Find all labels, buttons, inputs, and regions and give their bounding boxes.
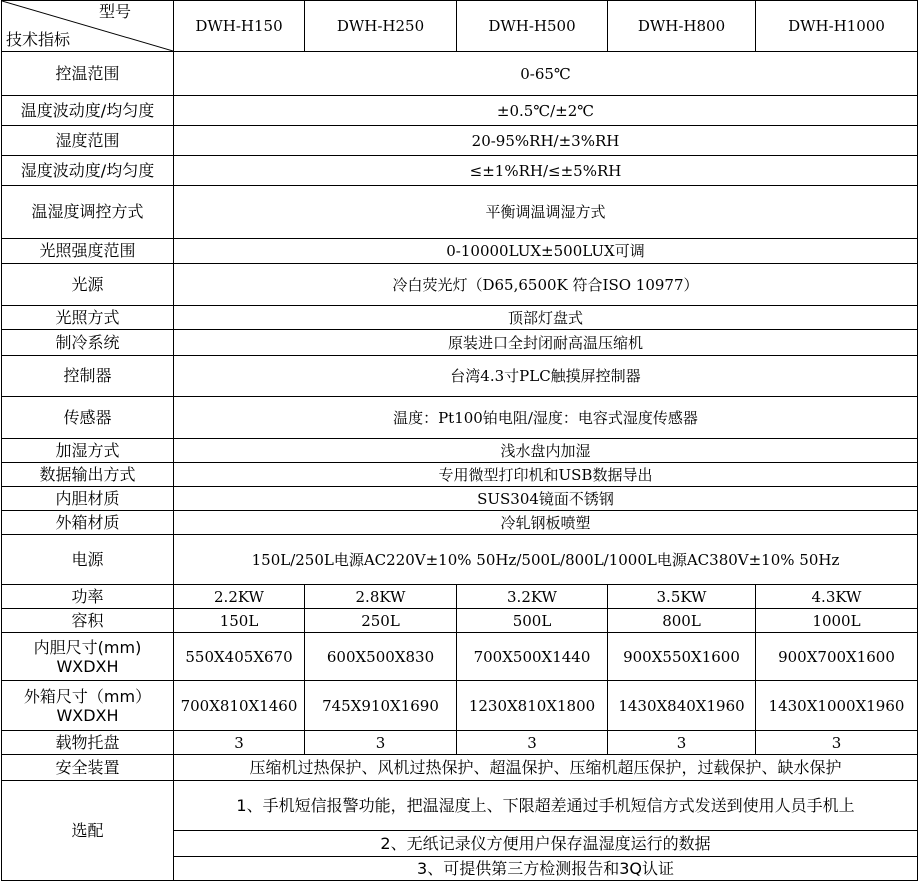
table-row	[2, 585, 918, 609]
row-label-humidify: 加湿方式	[2, 439, 174, 463]
light-source-value: 冷白荧光灯（D65,6500K 符合ISO 10977）	[174, 264, 918, 306]
table-row	[2, 356, 918, 397]
row-label-trays: 载物托盘	[2, 731, 174, 755]
row-label-outer-size	[2, 681, 174, 731]
volume-value: 800L	[608, 609, 756, 633]
hum-range-value: 20-95%RH/±3%RH	[174, 126, 918, 156]
option-item: 3、可提供第三方检测报告和3Q认证	[174, 857, 918, 881]
row-label-hum-range: 湿度范围	[2, 126, 174, 156]
row-label-control-mode: 温湿度调控方式	[2, 186, 174, 239]
control-mode-value: 平衡调温调湿方式	[174, 186, 918, 239]
row-label-sensor: 传感器	[2, 397, 174, 439]
row-label-temp-range: 控温范围	[2, 52, 174, 96]
corner-label-model: 型号	[98, 2, 131, 21]
table-row	[2, 439, 918, 463]
volume-value: 1000L	[756, 609, 918, 633]
table-row	[2, 535, 918, 585]
table-row	[2, 397, 918, 439]
model-header: DWH-H150	[174, 1, 305, 52]
liner-value: SUS304镜面不锈钢	[174, 487, 918, 511]
power-supply-value: 150L/250L电源AC220V±10% 50Hz/500L/800L/1000L电源AC380V±10% 50Hz	[174, 535, 918, 585]
trays-value: 3	[608, 731, 756, 755]
row-label-options: 选配	[2, 781, 174, 881]
table-row	[2, 731, 918, 755]
inner-size-value: 900X550X1600	[608, 633, 756, 681]
power-value: 2.2KW	[174, 585, 305, 609]
row-label-inner-size	[2, 633, 174, 681]
shell-value: 冷轧钢板喷塑	[174, 511, 918, 535]
table-row	[2, 186, 918, 239]
outer-size-value: 745X910X1690	[305, 681, 457, 731]
option-item: 2、无纸记录仪方便用户保存温湿度运行的数据	[174, 831, 918, 857]
table-row	[2, 681, 918, 731]
cooling-value: 原装进口全封闭耐高温压缩机	[174, 330, 918, 356]
inner-size-unit-label: WXDXH	[56, 656, 119, 676]
table-row	[2, 239, 918, 264]
row-label-light-source: 光源	[2, 264, 174, 306]
outer-size-value: 1430X1000X1960	[756, 681, 918, 731]
row-label-light-range: 光照强度范围	[2, 239, 174, 264]
humidify-value: 浅水盘内加湿	[174, 439, 918, 463]
light-mode-value: 顶部灯盘式	[174, 306, 918, 330]
trays-value: 3	[457, 731, 608, 755]
inner-size-value: 600X500X830	[305, 633, 457, 681]
inner-size-value: 900X700X1600	[756, 633, 918, 681]
power-value: 2.8KW	[305, 585, 457, 609]
trays-value: 3	[305, 731, 457, 755]
volume-value: 500L	[457, 609, 608, 633]
light-range-value: 0-10000LUX±500LUX可调	[174, 239, 918, 264]
model-header: DWH-H500	[457, 1, 608, 52]
table-row	[2, 633, 918, 681]
corner-label-spec: 技术指标	[6, 30, 71, 49]
trays-value: 3	[756, 731, 918, 755]
temp-fluct-value: ±0.5℃/±2℃	[174, 96, 918, 126]
table-row	[2, 306, 918, 330]
inner-size-value: 550X405X670	[174, 633, 305, 681]
corner-header-cell	[2, 1, 174, 52]
volume-value: 150L	[174, 609, 305, 633]
data-output-value: 专用微型打印机和USB数据导出	[174, 463, 918, 487]
table-row	[2, 487, 918, 511]
table-row	[2, 330, 918, 356]
model-header: DWH-H250	[305, 1, 457, 52]
table-row	[2, 463, 918, 487]
trays-value: 3	[174, 731, 305, 755]
table-row	[2, 755, 918, 781]
table-row	[2, 511, 918, 535]
outer-size-value: 1430X840X1960	[608, 681, 756, 731]
model-header: DWH-H1000	[756, 1, 918, 52]
safety-value: 压缩机过热保护、风机过热保护、超温保护、压缩机超压保护，过载保护、缺水保护	[174, 755, 918, 781]
power-value: 3.5KW	[608, 585, 756, 609]
spec-table	[1, 0, 918, 881]
row-label-temp-fluct: 温度波动度/均匀度	[2, 96, 174, 126]
outer-size-label: 外箱尺寸（mm）	[23, 686, 152, 706]
row-label-power: 功率	[2, 585, 174, 609]
row-label-safety: 安全装置	[2, 755, 174, 781]
row-label-shell: 外箱材质	[2, 511, 174, 535]
table-row	[2, 781, 918, 831]
row-label-liner: 内胆材质	[2, 487, 174, 511]
outer-size-value: 700X810X1460	[174, 681, 305, 731]
inner-size-label: 内胆尺寸(mm)	[33, 637, 142, 657]
row-label-hum-fluct: 湿度波动度/均匀度	[2, 156, 174, 186]
volume-value: 250L	[305, 609, 457, 633]
table-row	[2, 264, 918, 306]
row-label-cooling: 制冷系统	[2, 330, 174, 356]
hum-fluct-value: ≤±1%RH/≤±5%RH	[174, 156, 918, 186]
power-value: 3.2KW	[457, 585, 608, 609]
row-label-light-mode: 光照方式	[2, 306, 174, 330]
model-header: DWH-H800	[608, 1, 756, 52]
outer-size-unit-label: WXDXH	[56, 705, 119, 725]
row-label-data-output: 数据输出方式	[2, 463, 174, 487]
table-row	[2, 96, 918, 126]
table-row	[2, 52, 918, 96]
inner-size-value: 700X500X1440	[457, 633, 608, 681]
outer-size-value: 1230X810X1800	[457, 681, 608, 731]
power-value: 4.3KW	[756, 585, 918, 609]
row-label-controller: 控制器	[2, 356, 174, 397]
controller-value: 台湾4.3寸PLC触摸屏控制器	[174, 356, 918, 397]
option-item: 1、手机短信报警功能，把温湿度上、下限超差通过手机短信方式发送到使用人员手机上	[174, 781, 918, 831]
table-row	[2, 609, 918, 633]
row-label-power-supply: 电源	[2, 535, 174, 585]
row-label-volume: 容积	[2, 609, 174, 633]
table-row	[2, 126, 918, 156]
header-row	[2, 1, 918, 52]
temp-range-value: 0-65℃	[174, 52, 918, 96]
sensor-value: 温度：Pt100铂电阻/湿度：电容式湿度传感器	[174, 397, 918, 439]
table-row	[2, 156, 918, 186]
